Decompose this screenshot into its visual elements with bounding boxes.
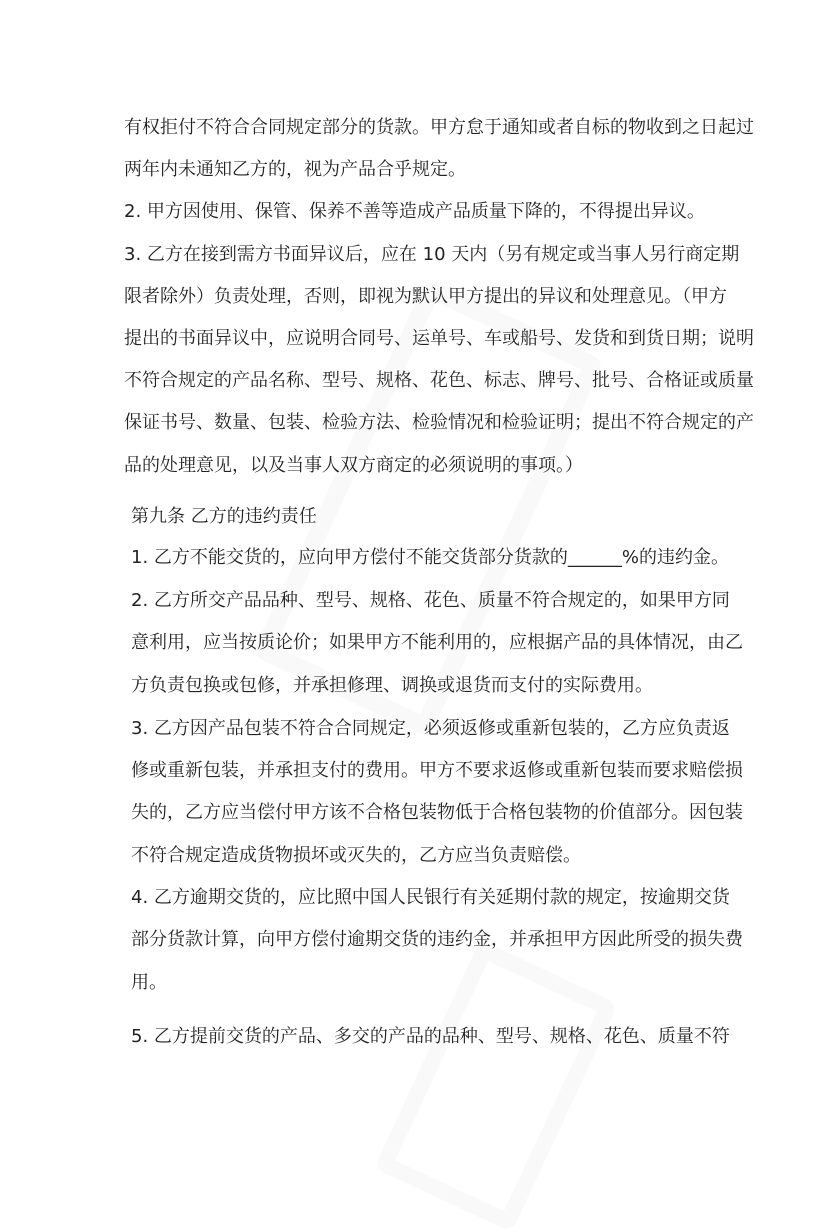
paragraph-line: 3. 乙方因产品包装不符合合同规定，必须返修或重新包装的，乙方应负责返 — [131, 718, 730, 739]
paragraph-line: 不符合规定造成货物损坏或灭失的，乙方应当负责赔偿。 — [131, 845, 581, 866]
paragraph-line: 2. 甲方因使用、保管、保养不善等造成产品质量下降的，不得提出异议。 — [124, 201, 705, 222]
paragraph-line: 品的处理意见，以及当事人双方商定的必须说明的事项。） — [124, 455, 583, 476]
paragraph-line: 有权拒付不符合合同规定部分的货款。甲方怠于通知或者自标的物收到之日起过 — [124, 117, 754, 138]
paragraph-line: 4. 乙方逾期交货的，应比照中国人民银行有关延期付款的规定，按逾期交货 — [131, 887, 730, 908]
paragraph-line: 1. 乙方不能交货的，应向甲方偿付不能交货部分货款的______%的违约金。 — [131, 547, 729, 568]
paragraph-line: 部分货款计算，向甲方偿付逾期交货的违约金，并承担甲方因此所受的损失费 — [131, 929, 743, 950]
paragraph-line: 保证书号、数量、包装、检验方法、检验情况和检验证明；提出不符合规定的产 — [124, 412, 754, 433]
paragraph-line: 两年内未通知乙方的，视为产品合乎规定。 — [124, 159, 466, 180]
paragraph-line: 方负责包换或包修，并承担修理、调换或退货而支付的实际费用。 — [131, 675, 653, 696]
paragraph-line: 2. 乙方所交产品品种、型号、规格、花色、质量不符合规定的，如果甲方同 — [131, 590, 730, 611]
paragraph-line: 用。 — [131, 972, 167, 993]
paragraph-line: 意利用，应当按质论价；如果甲方不能利用的，应根据产品的具体情况，由乙 — [131, 632, 743, 653]
paragraph-line: 3. 乙方在接到需方书面异议后，应在 10 天内（另有规定或当事人另行商定期 — [124, 244, 740, 265]
paragraph-line: 修或重新包装，并承担支付的费用。甲方不要求返修或重新包装而要求赔偿损 — [131, 760, 743, 781]
paragraph-line: 5. 乙方提前交货的产品、多交的产品的品种、型号、规格、花色、质量不符 — [131, 1026, 730, 1047]
section-heading: 第九条 乙方的违约责任 — [131, 506, 317, 527]
watermark — [374, 940, 618, 1232]
paragraph-line: 提出的书面异议中，应说明合同号、运单号、车或船号、发货和到货日期；说明 — [124, 328, 754, 349]
paragraph-line: 限者除外）负责处理，否则，即视为默认甲方提出的异议和处理意见。（甲方 — [124, 286, 727, 307]
paragraph-line: 失的，乙方应当偿付甲方该不合格包装物低于合格包装物的价值部分。因包装 — [131, 802, 743, 823]
paragraph-line: 不符合规定的产品名称、型号、规格、花色、标志、牌号、批号、合格证或质量 — [124, 370, 754, 391]
